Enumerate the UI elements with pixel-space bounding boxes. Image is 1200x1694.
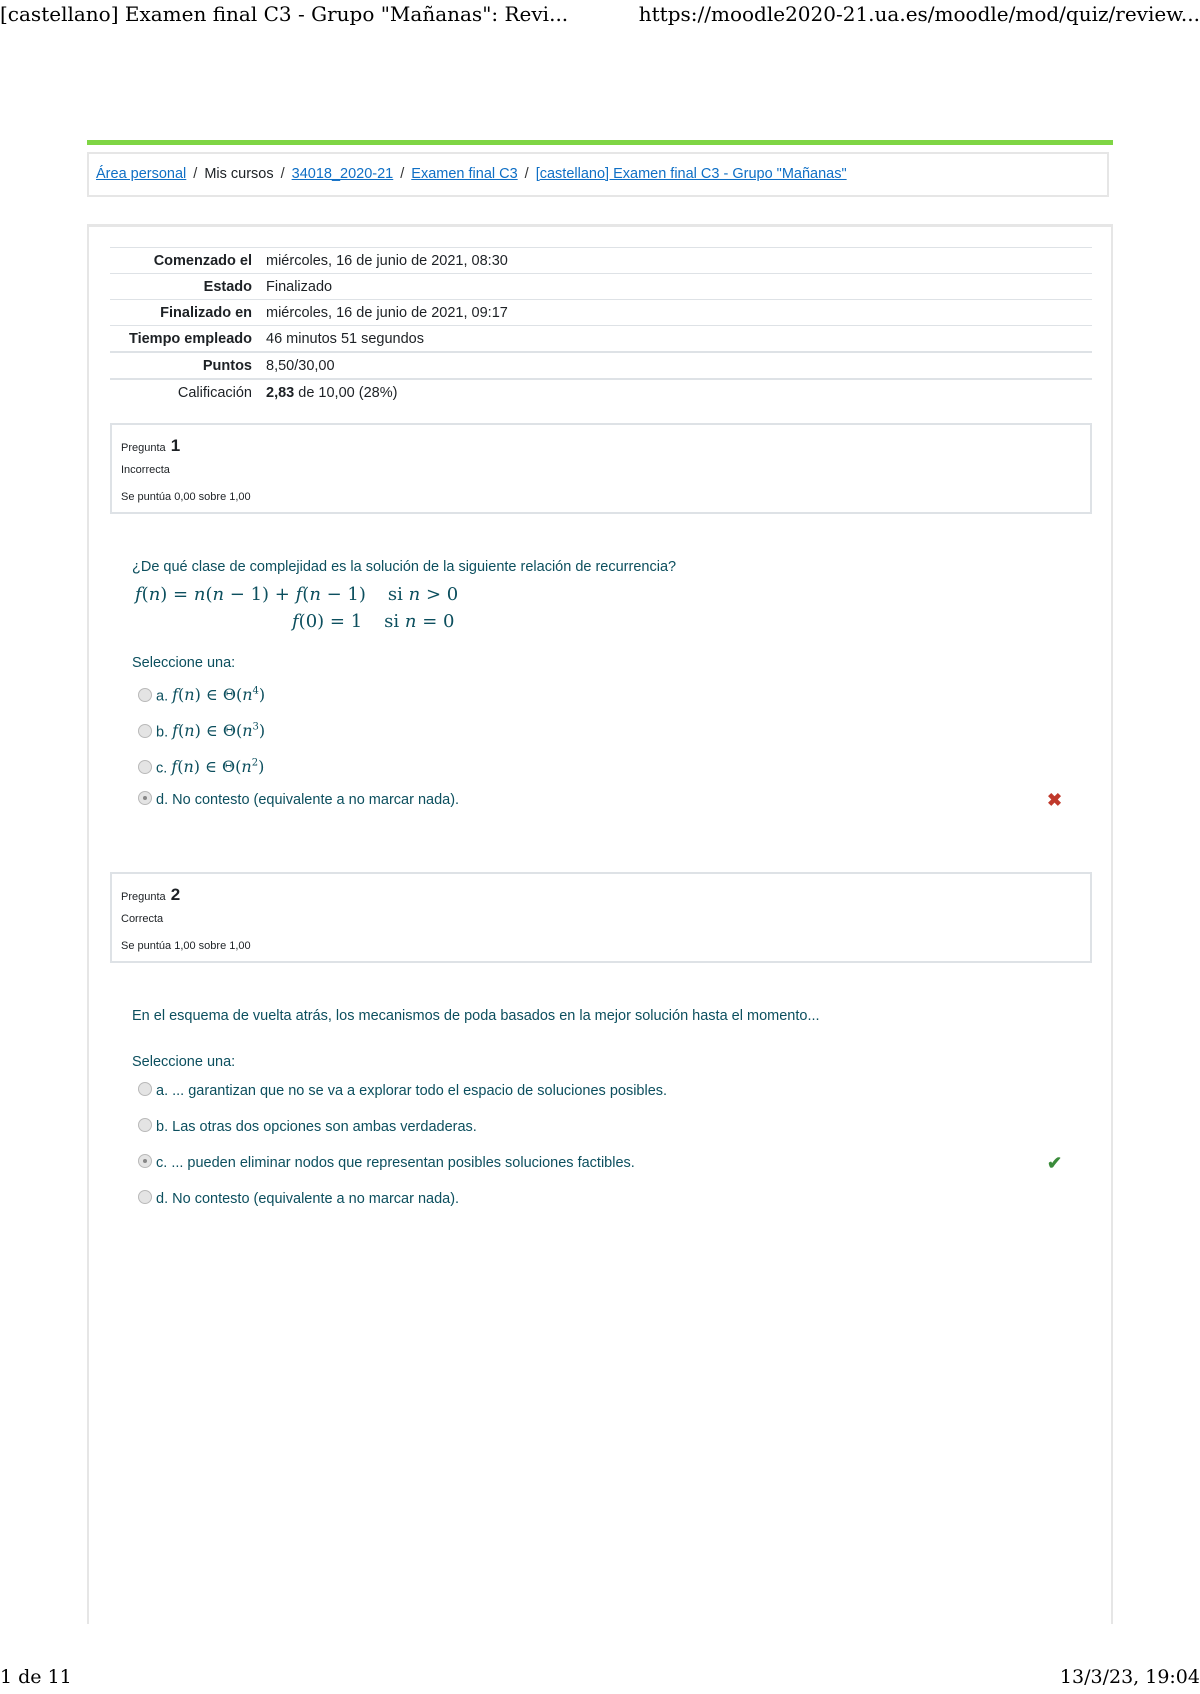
radio-button[interactable]: [138, 724, 152, 738]
summary-label: Finalizado en: [110, 300, 260, 326]
summary-label: Puntos: [110, 352, 260, 379]
breadcrumb-course[interactable]: 34018_2020-21: [291, 166, 394, 182]
answer-formula: f(n) ∈ $\Theta(n^3)$: [172, 721, 266, 741]
summary-row: [110, 379, 1092, 405]
question-state: Correcta: [121, 913, 164, 925]
breadcrumb-separator: /: [400, 166, 405, 182]
print-page-title: [castellano] Examen final C3 - Grupo "Mañanas": Revi...: [0, 2, 569, 26]
question-2-content: [132, 1005, 1072, 1217]
summary-value: 8,50/30,00: [260, 352, 1092, 379]
radio-button-checked[interactable]: [138, 1154, 152, 1168]
answer-prefix: a.: [156, 688, 169, 705]
summary-row: [110, 352, 1092, 379]
summary-label: Estado: [110, 274, 260, 300]
answer-option-selected[interactable]: [132, 1145, 1072, 1181]
answer-prefix: b.: [156, 1119, 169, 1135]
answer-prefix: c.: [156, 1155, 168, 1171]
grade-score: 2,83: [266, 384, 295, 401]
summary-value: Finalizado: [260, 274, 1092, 300]
answer-option-selected[interactable]: [132, 782, 1072, 818]
question-number: 1: [170, 436, 181, 455]
summary-label: Tiempo empleado: [110, 326, 260, 353]
answer-formula: f(n) ∈ $\Theta(n^4)$: [172, 685, 266, 705]
answer-text: ... garantizan que no se va a explorar todo el espacio de soluciones posibles.: [172, 1083, 668, 1099]
answer-formula: f(n) ∈ $\Theta(n^2)$: [171, 757, 265, 777]
question-text: ¿De qué clase de complejidad es la solución de la siguiente relación de recurrencia?: [132, 559, 677, 575]
summary-value: [260, 379, 1092, 405]
breadcrumb: [87, 152, 1109, 197]
breadcrumb-mis-cursos: Mis cursos: [204, 166, 274, 182]
radio-button[interactable]: [138, 1118, 152, 1132]
breadcrumb-area-personal[interactable]: Área personal: [96, 166, 187, 182]
answer-option[interactable]: [132, 746, 1072, 782]
question-1-info: [110, 423, 1092, 514]
question-2-info: [110, 872, 1092, 963]
summary-value: miércoles, 16 de junio de 2021, 08:30: [260, 248, 1092, 274]
answer-prefix: d.: [156, 792, 169, 808]
breadcrumb-separator: /: [524, 166, 529, 182]
answer-option[interactable]: [132, 710, 1072, 746]
attempt-summary-table: [110, 247, 1092, 405]
radio-button-checked[interactable]: [138, 791, 152, 805]
answer-prefix: b.: [156, 724, 169, 741]
answer-text: No contesto (equivalente a no marcar nada).: [172, 1191, 460, 1207]
answer-text: ... pueden eliminar nodos que representan posibles soluciones factibles.: [171, 1155, 635, 1171]
radio-button[interactable]: [138, 1082, 152, 1096]
breadcrumb-separator: /: [193, 166, 198, 182]
answer-text: No contesto (equivalente a no marcar nada).: [172, 792, 460, 808]
breadcrumb-separator: /: [280, 166, 285, 182]
summary-row: [110, 248, 1092, 274]
breadcrumb-quiz[interactable]: [castellano] Examen final C3 - Grupo "Mañanas": [535, 166, 847, 182]
question-grade: Se puntúa 1,00 sobre 1,00: [121, 940, 251, 952]
recurrence-line-1: f(n) = n(n − 1) + f(n − 1) si n > 0: [135, 584, 459, 605]
question-state: Incorrecta: [121, 464, 170, 476]
print-footer: [0, 1664, 1200, 1694]
question-label: Pregunta: [121, 442, 166, 454]
recurrence-line-2: f(0) = 1 si n = 0: [292, 611, 455, 632]
question-grade: Se puntúa 0,00 sobre 1,00: [121, 491, 251, 503]
accent-bar: [87, 140, 1113, 145]
answer-option[interactable]: [132, 1181, 1072, 1217]
question-number-line: [121, 882, 1081, 908]
answer-prefix: c.: [156, 760, 168, 777]
recurrence-formula: [132, 582, 1072, 636]
print-datetime: 13/3/23, 19:04: [1059, 1666, 1200, 1688]
select-prompt: Seleccione una:: [132, 1054, 236, 1070]
question-number: 2: [170, 885, 181, 904]
summary-label: Comenzado el: [110, 248, 260, 274]
select-prompt: Seleccione una:: [132, 655, 236, 671]
print-header: [0, 0, 1200, 28]
summary-value: miércoles, 16 de junio de 2021, 09:17: [260, 300, 1092, 326]
answer-prefix: d.: [156, 1191, 169, 1207]
summary-row: [110, 326, 1092, 353]
summary-row: [110, 300, 1092, 326]
cross-icon: ✖: [1047, 790, 1063, 810]
answer-option[interactable]: [132, 1073, 1072, 1109]
print-page-url: https://moodle2020-21.ua.es/moodle/mod/quiz/review...: [638, 2, 1200, 26]
question-text: En el esquema de vuelta atrás, los mecanismos de poda basados en la mejor solución hasta el momento...: [132, 1008, 820, 1024]
grade-rest: de 10,00 (28%): [294, 384, 398, 401]
answer-text: Las otras dos opciones son ambas verdaderas.: [172, 1119, 477, 1135]
summary-label: Calificación: [110, 379, 260, 405]
radio-button[interactable]: [138, 760, 152, 774]
print-page-number: 1 de 11: [0, 1666, 72, 1688]
check-icon: ✔: [1047, 1153, 1063, 1173]
question-1-content: [132, 556, 1072, 818]
radio-button[interactable]: [138, 688, 152, 702]
answer-option[interactable]: [132, 1109, 1072, 1145]
summary-value: 46 minutos 51 segundos: [260, 326, 1092, 353]
question-number-line: [121, 433, 1081, 459]
radio-button[interactable]: [138, 1190, 152, 1204]
breadcrumb-section[interactable]: Examen final C3: [411, 166, 518, 182]
answer-prefix: a.: [156, 1083, 169, 1099]
answer-option[interactable]: [132, 674, 1072, 710]
summary-row: [110, 274, 1092, 300]
question-label: Pregunta: [121, 891, 166, 903]
